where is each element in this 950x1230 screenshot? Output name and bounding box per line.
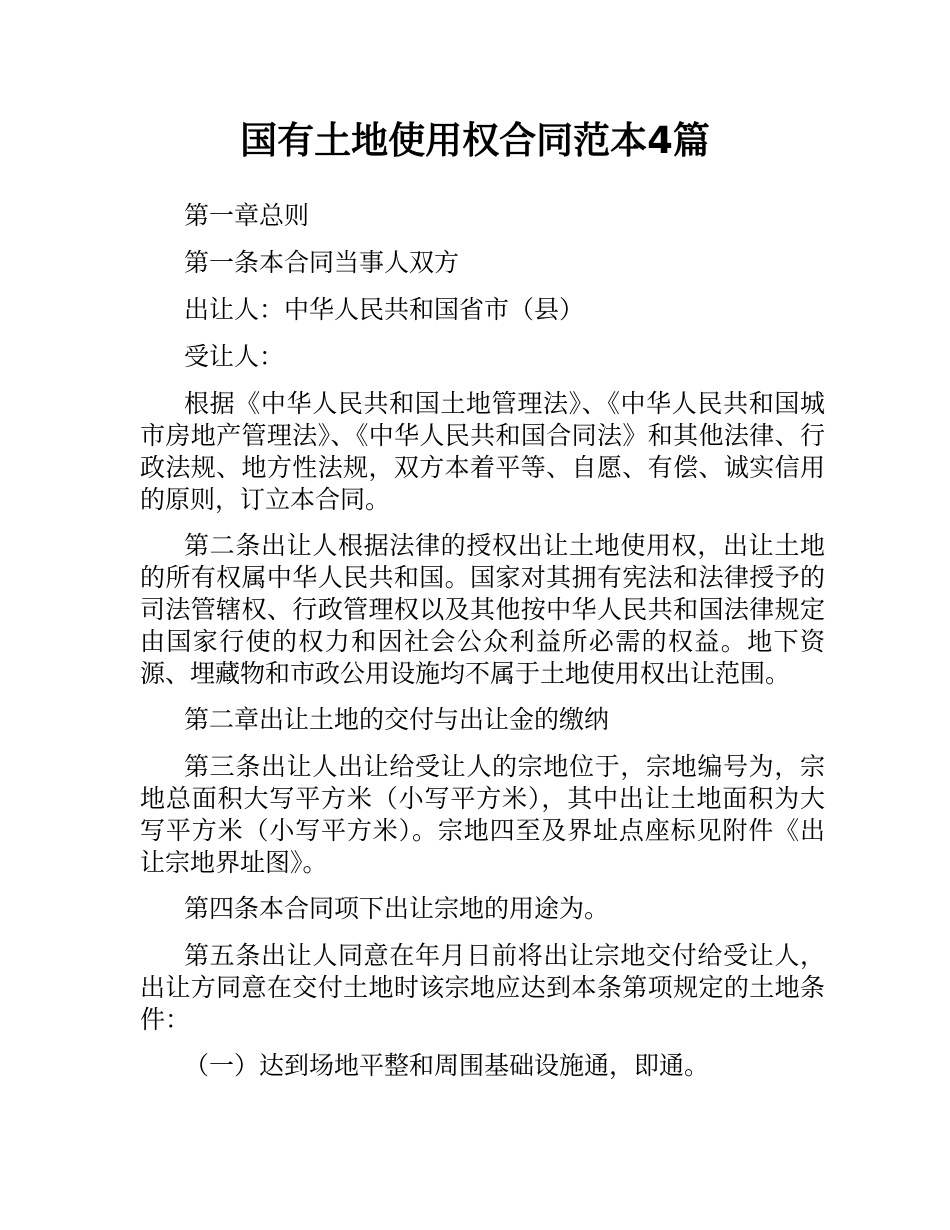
article-paragraph: 第二条出让人根据法律的授权出让土地使用权，出让土地的所有权属中华人民共和国。国家对其拥有宪法和法律授予的司法管辖权、行政管理权以及其他按中华人民共和国法律规定由国家行使的权力和因社会公众利益所必需的权益。地下资源、埋藏物和市政公用设施均不属于土地使用权出让范围。 xyxy=(140,531,825,688)
body-paragraph: 根据《中华人民共和国土地管理法》、《中华人民共和国城市房地产管理法》、《中华人民共和国合同法》和其他法律、行政法规、地方性法规，双方本着平等、自愿、有偿、诚实信用的原则，订立本合同。 xyxy=(140,389,825,514)
list-item: （一）达到场地平整和周围基础设施通，即通。 xyxy=(184,1051,710,1080)
chapter-heading: 第一章总则 xyxy=(184,201,310,230)
document-body xyxy=(140,200,825,1097)
document-title: 国有土地使用权合同范本4篇 xyxy=(240,119,710,162)
article-paragraph: 第一条本合同当事人双方 xyxy=(184,248,460,277)
article-paragraph: 第四条本合同项下出让宗地的用途为。 xyxy=(184,894,610,923)
article-paragraph: 第三条出让人出让给受让人的宗地位于，宗地编号为，宗地总面积大写平方米（小写平方米），其中出让土地面积为大写平方米（小写平方米）。宗地四至及界址点座标见附件《出让宗地界址图》。 xyxy=(140,752,825,877)
party-line: 受让人： xyxy=(184,342,285,371)
chapter-heading: 第二章出让土地的交付与出让金的缴纳 xyxy=(184,705,610,734)
party-line: 出让人：中华人民共和国省市（县） xyxy=(184,295,585,324)
article-paragraph: 第五条出让人同意在年月日前将出让宗地交付给受让人，出让方同意在交付土地时该宗地应达到本条第项规定的土地条件： xyxy=(140,941,825,1034)
